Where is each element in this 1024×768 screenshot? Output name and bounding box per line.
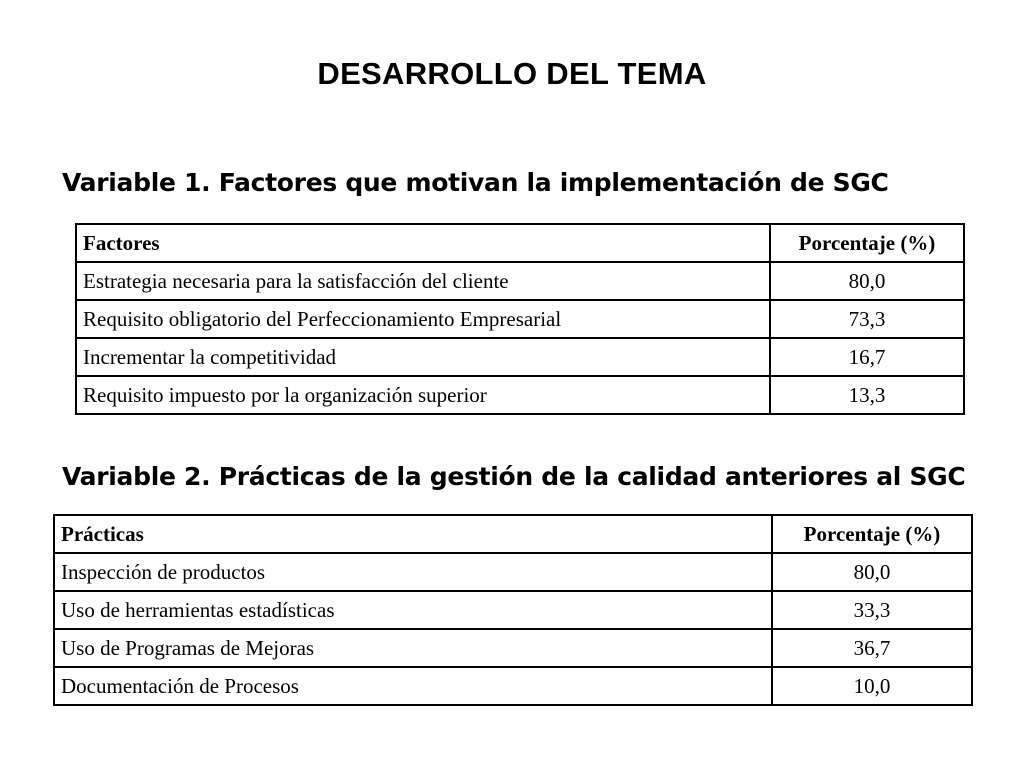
row-label: Uso de herramientas estadísticas: [54, 591, 772, 629]
table-row: [54, 629, 972, 667]
row-value: 73,3: [770, 300, 964, 338]
row-value: 36,7: [772, 629, 972, 667]
variable-1-heading: Variable 1. Factores que motivan la implementación de SGC: [62, 168, 889, 197]
row-value: 33,3: [772, 591, 972, 629]
row-label: Uso de Programas de Mejoras: [54, 629, 772, 667]
slide-title: DESARROLLO DEL TEMA: [317, 56, 707, 91]
table-row: [76, 300, 964, 338]
table-header-row: [54, 515, 972, 553]
row-label: Documentación de Procesos: [54, 667, 772, 705]
table-row: [54, 553, 972, 591]
column-header-practicas: Prácticas: [54, 515, 772, 553]
column-header-factores: Factores: [76, 224, 770, 262]
table-row: [76, 376, 964, 414]
table-row: [54, 591, 972, 629]
row-value: 10,0: [772, 667, 972, 705]
row-value: 13,3: [770, 376, 964, 414]
table-header-row: [76, 224, 964, 262]
practicas-table: [53, 514, 973, 706]
column-header-porcentaje: Porcentaje (%): [772, 515, 972, 553]
row-label: Requisito obligatorio del Perfeccionamiento Empresarial: [76, 300, 770, 338]
table-row: [76, 338, 964, 376]
column-header-porcentaje: Porcentaje (%): [770, 224, 964, 262]
row-label: Incrementar la competitividad: [76, 338, 770, 376]
factores-table: [75, 223, 965, 415]
row-value: 16,7: [770, 338, 964, 376]
row-label: Estrategia necesaria para la satisfacción del cliente: [76, 262, 770, 300]
row-label: Inspección de productos: [54, 553, 772, 591]
row-label: Requisito impuesto por la organización superior: [76, 376, 770, 414]
table-row: [54, 667, 972, 705]
variable-2-heading: Variable 2. Prácticas de la gestión de la calidad anteriores al SGC: [62, 462, 966, 491]
row-value: 80,0: [772, 553, 972, 591]
table-row: [76, 262, 964, 300]
row-value: 80,0: [770, 262, 964, 300]
